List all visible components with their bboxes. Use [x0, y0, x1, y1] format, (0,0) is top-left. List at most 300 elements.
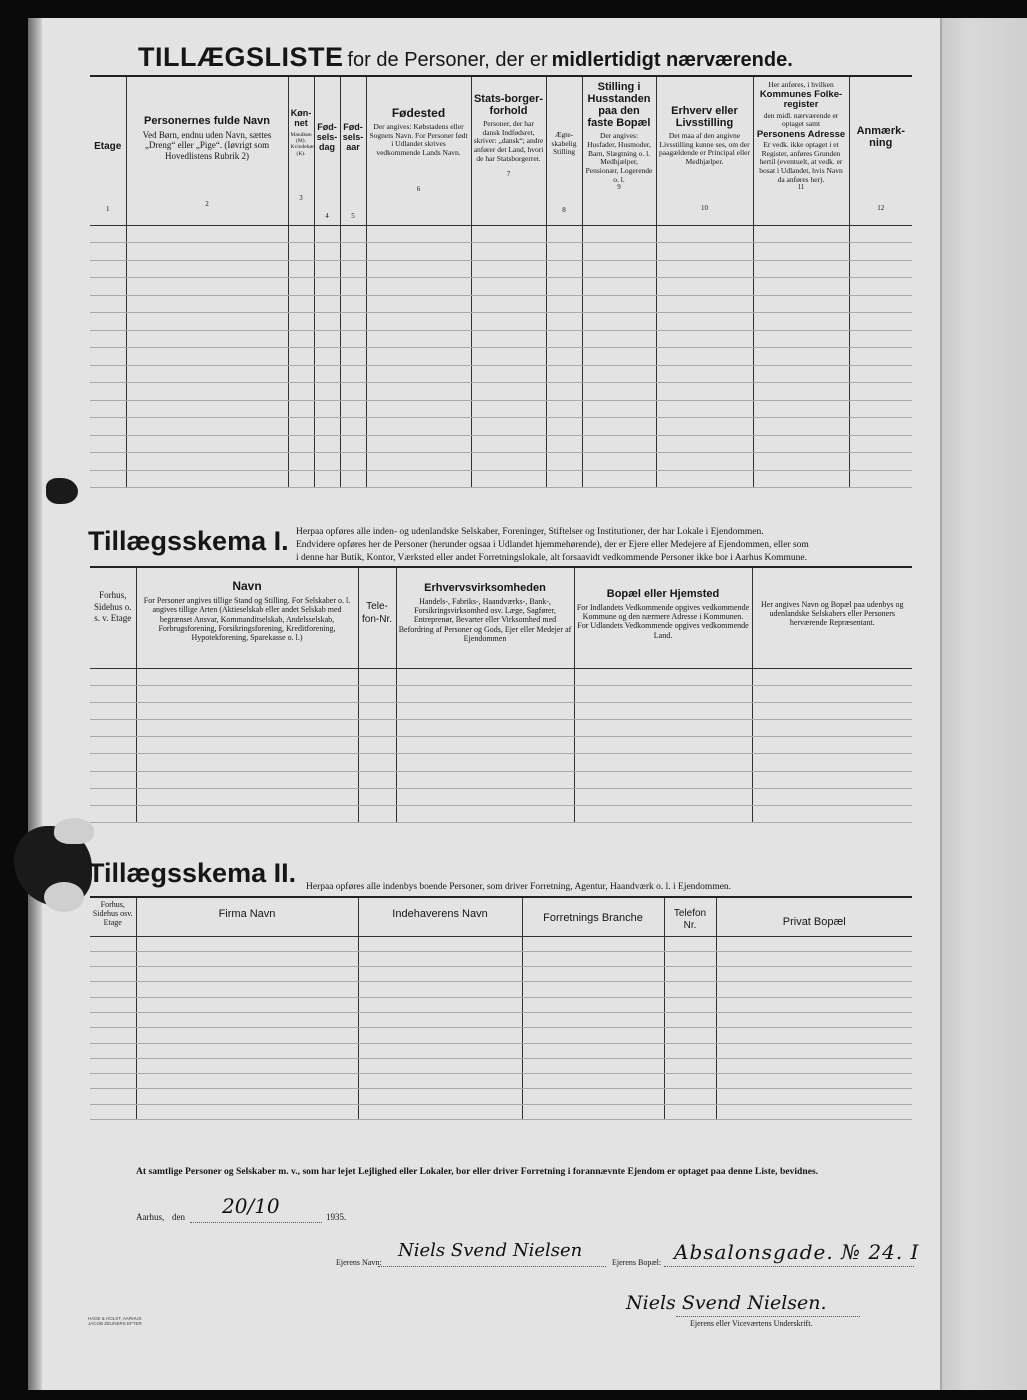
table-cell: [340, 260, 366, 278]
binding-shadow: [28, 18, 42, 1390]
table-cell: [656, 330, 753, 348]
table-cell: [126, 330, 288, 348]
table-cell: [366, 243, 471, 261]
table-cell: [358, 754, 396, 771]
table-cell: [90, 1028, 136, 1043]
title-end: midlertidigt nærværende.: [551, 49, 793, 71]
table-cell: [126, 278, 288, 296]
table-cell: [574, 720, 752, 737]
table-row: [90, 951, 912, 966]
table-cell: [90, 1089, 136, 1104]
table-cell: [716, 967, 912, 982]
table-cell: [366, 225, 471, 243]
table-cell: [90, 470, 126, 488]
owner-name-label: Ejerens Navn:: [336, 1258, 382, 1267]
next-page-edge: [940, 18, 1027, 1390]
table-row: [90, 1089, 912, 1104]
table-cell: [90, 1012, 136, 1027]
table-cell: [340, 295, 366, 313]
table-cell: [582, 313, 656, 331]
table-cell: [90, 1074, 136, 1089]
table-cell: [752, 806, 912, 823]
table-cell: [471, 313, 546, 331]
skema1-table: [90, 568, 912, 823]
table-cell: [664, 951, 716, 966]
table-cell: [90, 365, 126, 383]
table-cell: [314, 295, 340, 313]
table-cell: [546, 470, 582, 488]
table-cell: [396, 771, 574, 788]
table-cell: [340, 400, 366, 418]
table-cell: [753, 365, 849, 383]
table-cell: [753, 260, 849, 278]
table-cell: [582, 260, 656, 278]
table-cell: [471, 348, 546, 366]
s1-col-erhverv: Erhvervsvirksomheden Handels-, Fabriks-, Haandværks-, Bank-, Forsikringsvirksomhed osv. Læge, Sagfører, Entreprenør, Bevarter eller Virksomhed med Befordring af Personer og Gods, Ejer eller Medejer af Ejendommen: [396, 568, 574, 668]
table-cell: [358, 1012, 522, 1027]
table-row: [90, 453, 912, 471]
table-cell: [358, 1043, 522, 1058]
s1-col-etage: Forhus, Sidehus o. s. v. Etage: [90, 568, 136, 668]
table-cell: [849, 278, 912, 296]
table-cell: [366, 383, 471, 401]
table-cell: [90, 951, 136, 966]
table-cell: [314, 470, 340, 488]
table-cell: [752, 685, 912, 702]
table-cell: [522, 936, 664, 951]
table-row: [90, 1058, 912, 1073]
table-cell: [314, 365, 340, 383]
table-cell: [716, 1028, 912, 1043]
s2-col-branche: Forretnings Branche: [522, 898, 664, 936]
table-cell: [471, 278, 546, 296]
table-cell: [90, 225, 126, 243]
table-cell: [396, 806, 574, 823]
table-cell: [90, 737, 136, 754]
den-label: den: [172, 1212, 185, 1222]
table-cell: [582, 278, 656, 296]
owner-name-line: [378, 1266, 606, 1267]
s1-col-bopael: Bopæl eller Hjemsted For Indlandets Vedkommende opgives vedkommende Kommune og den nærmere Adresse i Kommunen. For Udlandets Vedkommende opgives vedkommende Land.: [574, 568, 752, 668]
tillaegsliste-table: [90, 77, 912, 488]
table-cell: [136, 668, 358, 685]
owner-name-handwritten: Niels Svend Nielsen: [398, 1240, 583, 1261]
table-cell: [716, 1089, 912, 1104]
table-cell: [752, 720, 912, 737]
table-cell: [849, 313, 912, 331]
table-cell: [471, 225, 546, 243]
table-cell: [582, 435, 656, 453]
table-cell: [471, 418, 546, 436]
table-cell: [358, 720, 396, 737]
table-cell: [849, 400, 912, 418]
table-cell: [366, 365, 471, 383]
table-cell: [656, 260, 753, 278]
table-cell: [656, 295, 753, 313]
table-cell: [314, 243, 340, 261]
table-cell: [314, 330, 340, 348]
table-cell: [471, 435, 546, 453]
table-cell: [522, 1012, 664, 1027]
table-row: [90, 1074, 912, 1089]
table-cell: [340, 243, 366, 261]
table-row: [90, 806, 912, 823]
table-cell: [753, 295, 849, 313]
table-cell: [664, 967, 716, 982]
table-cell: [546, 400, 582, 418]
table-cell: [358, 788, 396, 805]
table-cell: [582, 470, 656, 488]
table-cell: [664, 1074, 716, 1089]
table-cell: [656, 400, 753, 418]
table-cell: [288, 435, 314, 453]
table-cell: [90, 788, 136, 805]
table-cell: [716, 951, 912, 966]
table-cell: [664, 1028, 716, 1043]
table-cell: [753, 348, 849, 366]
table-cell: [849, 383, 912, 401]
table-cell: [656, 348, 753, 366]
table-row: [90, 1043, 912, 1058]
table-cell: [90, 418, 126, 436]
table-cell: [126, 260, 288, 278]
table-cell: [136, 1012, 358, 1027]
table-cell: [716, 1074, 912, 1089]
table-cell: [752, 702, 912, 719]
table-cell: [136, 1104, 358, 1119]
table-cell: [136, 806, 358, 823]
table-row: [90, 936, 912, 951]
table-cell: [582, 225, 656, 243]
col-folkeregister: Her anføres, i hvilken Kommunes Folke-register den midl. nærværende er optaget samt Personens Adresse Er vedk. ikke optaget i et Register, anføres Grunden hertil (eventuelt, at vedk. er bosat i Udlandet, hvis Navn da anføres her). 11: [753, 77, 849, 225]
table-cell: [314, 313, 340, 331]
table-cell: [574, 771, 752, 788]
col-etage: Etage 1: [90, 77, 126, 225]
table-cell: [396, 668, 574, 685]
table-cell: [90, 295, 126, 313]
table-cell: [522, 1058, 664, 1073]
owner-address-label: Ejerens Bopæl:: [612, 1258, 662, 1267]
table-cell: [340, 418, 366, 436]
table-row: [90, 982, 912, 997]
table-cell: [664, 1089, 716, 1104]
table-row: [90, 967, 912, 982]
table-cell: [574, 806, 752, 823]
table-cell: [582, 418, 656, 436]
table-cell: [752, 754, 912, 771]
table-cell: [358, 1058, 522, 1073]
table-cell: [664, 1104, 716, 1119]
table-cell: [753, 330, 849, 348]
table-cell: [582, 383, 656, 401]
skema2-title: Tillægsskema II.: [88, 858, 297, 888]
skema2-intro: Herpaa opføres alle indenbys boende Personer, som driver Forretning, Agentur, Haandværk o. l. i Ejendommen.: [306, 882, 732, 892]
table-cell: [366, 313, 471, 331]
table-cell: [522, 982, 664, 997]
table-row: [90, 685, 912, 702]
col-erhverv: Erhverv eller Livsstilling Det maa af den angivne Livsstilling kunne ses, om der paagældende er Principal eller Medhjælper. 10: [656, 77, 753, 225]
table-cell: [90, 330, 126, 348]
table-cell: [849, 365, 912, 383]
table-cell: [849, 418, 912, 436]
skema1-intro-line1: Herpaa opføres alle inden- og udenlandske Selskaber, Foreninger, Stiftelser og Institutioner, der har Lokale i Ejendommen.: [296, 527, 764, 537]
table-cell: [366, 278, 471, 296]
table-cell: [126, 383, 288, 401]
table-cell: [522, 997, 664, 1012]
table-cell: [126, 453, 288, 471]
paper-fold: [54, 818, 94, 844]
table-cell: [546, 418, 582, 436]
table-cell: [396, 788, 574, 805]
table-cell: [90, 1104, 136, 1119]
table-cell: [136, 982, 358, 997]
table-cell: [849, 260, 912, 278]
table-cell: [574, 737, 752, 754]
table-cell: [136, 720, 358, 737]
table-cell: [752, 668, 912, 685]
table-cell: [546, 383, 582, 401]
table-row: [90, 260, 912, 278]
table-cell: [340, 330, 366, 348]
s2-col-indehaver: Indehaverens Navn: [358, 898, 522, 936]
table-cell: [574, 702, 752, 719]
table-cell: [546, 295, 582, 313]
table-cell: [716, 1104, 912, 1119]
skema1-intro-line3: i denne har Butik, Kontor, Værksted eller andet Forretningslokale, alt forsaavidt vedkommende Personer ikke bor i Aarhus Kommune.: [296, 552, 808, 563]
col-foedselsaar: Fød-sels-aar 5: [340, 77, 366, 225]
title-middle: for de Personer, der er: [347, 49, 548, 71]
table-cell: [582, 330, 656, 348]
table-cell: [716, 997, 912, 1012]
table-cell: [656, 453, 753, 471]
table-cell: [656, 243, 753, 261]
table-cell: [546, 313, 582, 331]
printer-imprint: HADE & HOLST, AARHUS JACOB ZEUNERS EFTER: [88, 1316, 142, 1327]
table-row: [90, 365, 912, 383]
table-cell: [849, 348, 912, 366]
table-cell: [522, 951, 664, 966]
table-cell: [753, 400, 849, 418]
table-row: [90, 1012, 912, 1027]
date-line: [190, 1222, 322, 1223]
table-cell: [664, 1043, 716, 1058]
paper-damage: [46, 478, 78, 504]
table-cell: [358, 1074, 522, 1089]
table-cell: [340, 313, 366, 331]
col-koennet: Køn-net Mandkøn (M). Kvindekøn (K). 3: [288, 77, 314, 225]
table-cell: [752, 771, 912, 788]
col-anmaerkning: Anmærk-ning 12: [849, 77, 912, 225]
table-cell: [340, 365, 366, 383]
table-row: [90, 702, 912, 719]
table-cell: [90, 260, 126, 278]
table-cell: [126, 243, 288, 261]
table-cell: [288, 330, 314, 348]
table-cell: [664, 1058, 716, 1073]
table-cell: [716, 1043, 912, 1058]
table-cell: [366, 400, 471, 418]
table-cell: [126, 225, 288, 243]
table-cell: [136, 702, 358, 719]
table-cell: [546, 243, 582, 261]
table-cell: [664, 936, 716, 951]
table-cell: [582, 453, 656, 471]
table-cell: [90, 348, 126, 366]
paper-fold: [44, 882, 84, 912]
table-cell: [288, 260, 314, 278]
table-cell: [340, 278, 366, 296]
col-fulde-navn: Personernes fulde Navn Ved Børn, endnu uden Navn, sættes „Dreng“ eller „Pige“. (Iøvrigt som Hovedlistens Rubrik 2) 2: [126, 77, 288, 225]
table-row: [90, 788, 912, 805]
table-cell: [126, 365, 288, 383]
s2-col-etage: Forhus, Sidehus osv. Etage: [90, 898, 136, 936]
table-cell: [574, 685, 752, 702]
table-row: [90, 225, 912, 243]
table-cell: [358, 806, 396, 823]
col-foedselsdag: Fød-sels-dag 4: [314, 77, 340, 225]
table-cell: [716, 1012, 912, 1027]
table-cell: [522, 967, 664, 982]
table-row: [90, 997, 912, 1012]
table-row: [90, 313, 912, 331]
place-label: Aarhus,: [136, 1212, 165, 1222]
table-cell: [136, 1058, 358, 1073]
table-cell: [90, 400, 126, 418]
table-cell: [522, 1104, 664, 1119]
table-cell: [340, 348, 366, 366]
table-cell: [90, 243, 126, 261]
table-cell: [126, 313, 288, 331]
table-row: [90, 754, 912, 771]
table-cell: [340, 470, 366, 488]
skema1-intro: [296, 526, 916, 564]
signature-label: Ejerens eller Viceværtens Underskrift.: [690, 1319, 813, 1328]
table-cell: [546, 348, 582, 366]
table-cell: [471, 400, 546, 418]
table-cell: [288, 365, 314, 383]
table-cell: [574, 668, 752, 685]
table-cell: [90, 313, 126, 331]
table-cell: [288, 295, 314, 313]
table-cell: [366, 470, 471, 488]
table-row: [90, 418, 912, 436]
table-cell: [396, 702, 574, 719]
col-aegteskabelig: Ægte-skabelig Stilling 8: [546, 77, 582, 225]
table-cell: [126, 418, 288, 436]
table-row: [90, 1028, 912, 1043]
table-cell: [522, 1028, 664, 1043]
table-cell: [716, 936, 912, 951]
table-row: [90, 400, 912, 418]
declaration-text: At samtlige Personer og Selskaber m. v., som har lejet Lejlighed eller Lokaler, bor eller driver Forretning i forannævnte Ejendom er optaget paa denne Liste, bevidnes.: [136, 1166, 819, 1177]
table-cell: [136, 685, 358, 702]
table-row: [90, 243, 912, 261]
table-cell: [664, 982, 716, 997]
table-cell: [753, 383, 849, 401]
table-cell: [314, 260, 340, 278]
table-cell: [314, 225, 340, 243]
table-cell: [582, 400, 656, 418]
table-row: [90, 737, 912, 754]
table-cell: [314, 418, 340, 436]
owner-address-handwritten: Absalonsgade. № 24. I: [674, 1240, 920, 1264]
table-row: [90, 668, 912, 685]
table-cell: [314, 348, 340, 366]
table-cell: [358, 771, 396, 788]
table-cell: [288, 243, 314, 261]
table-cell: [90, 1058, 136, 1073]
table-cell: [136, 951, 358, 966]
table-cell: [90, 967, 136, 982]
table-cell: [849, 243, 912, 261]
table-cell: [90, 383, 126, 401]
s2-col-privat-bopael: Privat Bopæl: [716, 898, 912, 936]
col-statsborger: Stats-borger-forhold Personer, der har dansk Indfødsret, skriver: „dansk“; andre anfører det Land, hvori de har Statsborgerret. 7: [471, 77, 546, 225]
tillaegsliste-title: [138, 42, 918, 73]
table-cell: [90, 982, 136, 997]
table-cell: [471, 295, 546, 313]
table-cell: [366, 330, 471, 348]
col-foedested: Fødested Der angives: Købstadens eller Sognets Navn. For Personer født i Udlandet skrives vedkommende Lands Navn. 6: [366, 77, 471, 225]
col-stilling-husstand: Stilling i Husstanden paa den faste Bopæl Der angives: Husfader, Husmoder, Barn, Slægtning o. l. Medhjælper, Pensionær, Logerende o. l. 9: [582, 77, 656, 225]
table-cell: [288, 348, 314, 366]
table-cell: [753, 243, 849, 261]
table-cell: [753, 313, 849, 331]
table-cell: [126, 435, 288, 453]
table-cell: [471, 365, 546, 383]
table-cell: [136, 997, 358, 1012]
s1-col-navn: Navn For Personer angives tillige Stand og Stilling. For Selskaber o. l. angives tillige Arten (Aktieselskab eller andet Selskab med begrænset Ansvar, Kommanditselskab, Andelsselskab, Forbrugsforening, Forsikringsforening, Kreditforening, Hypotekforening, Sparekasse o. l.): [136, 568, 358, 668]
table-cell: [752, 737, 912, 754]
table-cell: [471, 453, 546, 471]
table-cell: [471, 243, 546, 261]
table-cell: [90, 720, 136, 737]
table-cell: [126, 295, 288, 313]
table-cell: [90, 806, 136, 823]
skema2-table: [90, 898, 912, 1120]
table-cell: [136, 1028, 358, 1043]
table-cell: [656, 278, 753, 296]
table-cell: [366, 295, 471, 313]
table-cell: [849, 295, 912, 313]
table-cell: [546, 225, 582, 243]
table-cell: [340, 435, 366, 453]
table-cell: [358, 737, 396, 754]
table-cell: [656, 365, 753, 383]
table-cell: [366, 348, 471, 366]
table-cell: [396, 685, 574, 702]
table-cell: [656, 435, 753, 453]
table-cell: [656, 225, 753, 243]
table-cell: [90, 997, 136, 1012]
table-row: [90, 435, 912, 453]
table-cell: [90, 278, 126, 296]
table-cell: [136, 936, 358, 951]
table-row: [90, 720, 912, 737]
table-cell: [471, 260, 546, 278]
date-handwritten: 20/10: [222, 1194, 280, 1218]
table-row: [90, 295, 912, 313]
table-cell: [753, 435, 849, 453]
s1-col-telefon: Tele-fon-Nr.: [358, 568, 396, 668]
table-cell: [546, 453, 582, 471]
table-cell: [288, 418, 314, 436]
table-cell: [358, 982, 522, 997]
table-cell: [358, 1028, 522, 1043]
table-cell: [358, 1089, 522, 1104]
table-cell: [582, 348, 656, 366]
signature-line: [676, 1316, 860, 1317]
